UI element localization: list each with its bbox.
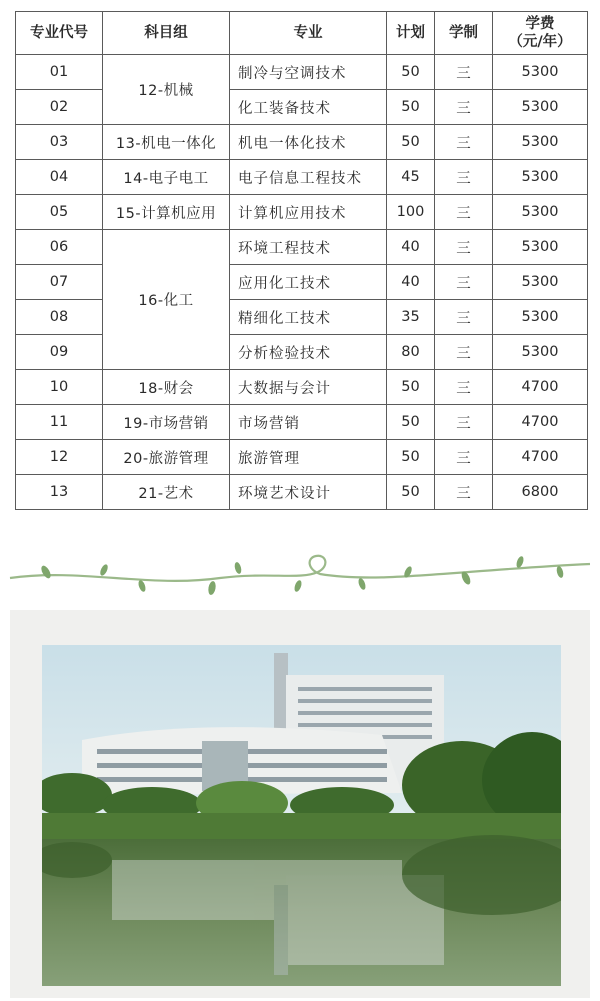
cell-duration: 三 [435, 160, 493, 195]
leaf-icon [234, 561, 243, 574]
table-row [16, 160, 588, 195]
cell-plan: 50 [387, 440, 435, 475]
leaf-icon [515, 555, 525, 568]
cell-plan: 50 [387, 405, 435, 440]
leaf-icon [293, 579, 303, 592]
cell-plan: 100 [387, 195, 435, 230]
cell-major: 环境工程技术 [230, 230, 387, 265]
cell-major: 应用化工技术 [230, 265, 387, 300]
cell-fee: 5300 [493, 195, 588, 230]
cell-group: 20-旅游管理 [103, 440, 230, 475]
cell-major: 化工装备技术 [230, 90, 387, 125]
leaf-icon [556, 565, 565, 578]
cell-fee: 5300 [493, 265, 588, 300]
cell-major: 电子信息工程技术 [230, 160, 387, 195]
cell-duration: 三 [435, 300, 493, 335]
leaf-icon [357, 577, 367, 590]
cell-duration: 三 [435, 335, 493, 370]
cell-fee: 5300 [493, 300, 588, 335]
vine-stem [10, 556, 590, 581]
cell-code: 10 [16, 370, 103, 405]
header-major: 专业 [230, 12, 387, 55]
table-row [16, 475, 588, 510]
table-row [16, 265, 588, 300]
table-row [16, 195, 588, 230]
cell-plan: 45 [387, 160, 435, 195]
cell-group: 15-计算机应用 [103, 195, 230, 230]
cell-duration: 三 [435, 370, 493, 405]
cell-plan: 80 [387, 335, 435, 370]
cell-major: 精细化工技术 [230, 300, 387, 335]
cell-code: 09 [16, 335, 103, 370]
header-fee-line2: （元/年） [508, 34, 572, 50]
cell-plan: 50 [387, 90, 435, 125]
header-duration: 学制 [435, 12, 493, 55]
cell-code: 04 [16, 160, 103, 195]
cell-group: 19-市场营销 [103, 405, 230, 440]
cell-duration: 三 [435, 265, 493, 300]
cell-duration: 三 [435, 405, 493, 440]
table-header-row [16, 12, 588, 55]
admission-table [15, 11, 587, 510]
cell-group: 21-艺术 [103, 475, 230, 510]
leaf-icon [137, 579, 147, 592]
cell-plan: 40 [387, 230, 435, 265]
cell-plan: 50 [387, 370, 435, 405]
cell-code: 11 [16, 405, 103, 440]
cell-duration: 三 [435, 195, 493, 230]
cell-fee: 5300 [493, 230, 588, 265]
cell-plan: 40 [387, 265, 435, 300]
header-code: 专业代号 [16, 12, 103, 55]
cell-duration: 三 [435, 125, 493, 160]
cell-plan: 35 [387, 300, 435, 335]
cell-plan: 50 [387, 55, 435, 90]
cell-duration: 三 [435, 440, 493, 475]
cell-group: 16-化工 [103, 230, 230, 370]
cell-code: 12 [16, 440, 103, 475]
cell-code: 08 [16, 300, 103, 335]
cell-code: 07 [16, 265, 103, 300]
cell-fee: 4700 [493, 440, 588, 475]
leaf-icon [207, 580, 216, 595]
cell-fee: 5300 [493, 160, 588, 195]
cell-code: 01 [16, 55, 103, 90]
cell-major: 分析检验技术 [230, 335, 387, 370]
cell-fee: 4700 [493, 370, 588, 405]
header-group: 科目组 [103, 12, 230, 55]
cell-code: 02 [16, 90, 103, 125]
cell-major: 制冷与空调技术 [230, 55, 387, 90]
cell-plan: 50 [387, 475, 435, 510]
cell-code: 13 [16, 475, 103, 510]
cell-fee: 5300 [493, 55, 588, 90]
table-row [16, 370, 588, 405]
cell-group: 18-财会 [103, 370, 230, 405]
leaf-icon [99, 563, 110, 576]
cell-fee: 6800 [493, 475, 588, 510]
cell-major: 旅游管理 [230, 440, 387, 475]
cell-group: 13-机电一体化 [103, 125, 230, 160]
cell-duration: 三 [435, 230, 493, 265]
cell-major: 环境艺术设计 [230, 475, 387, 510]
cell-group: 12-机械 [103, 55, 230, 125]
table-row [16, 125, 588, 160]
cell-code: 05 [16, 195, 103, 230]
table-row [16, 440, 588, 475]
cell-plan: 50 [387, 125, 435, 160]
table-row [16, 405, 588, 440]
shoreline [42, 813, 561, 839]
table-row [16, 230, 588, 265]
cell-group: 14-电子电工 [103, 160, 230, 195]
cell-fee: 5300 [493, 335, 588, 370]
cell-duration: 三 [435, 90, 493, 125]
cell-code: 06 [16, 230, 103, 265]
leaf-icon [39, 564, 52, 580]
cell-major: 大数据与会计 [230, 370, 387, 405]
table-row [16, 335, 588, 370]
vine-divider [0, 548, 600, 596]
cell-major: 机电一体化技术 [230, 125, 387, 160]
cell-fee: 4700 [493, 405, 588, 440]
table-row [16, 90, 588, 125]
header-plan: 计划 [387, 12, 435, 55]
majors-table [15, 11, 588, 510]
campus-photo [42, 645, 561, 986]
header-fee [493, 12, 588, 55]
cell-major: 计算机应用技术 [230, 195, 387, 230]
cell-duration: 三 [435, 55, 493, 90]
cell-fee: 5300 [493, 125, 588, 160]
cell-duration: 三 [435, 475, 493, 510]
table-row [16, 300, 588, 335]
table-row [16, 55, 588, 90]
cell-code: 03 [16, 125, 103, 160]
cell-major: 市场营销 [230, 405, 387, 440]
header-fee-line1: 学费 [525, 16, 555, 32]
cell-fee: 5300 [493, 90, 588, 125]
